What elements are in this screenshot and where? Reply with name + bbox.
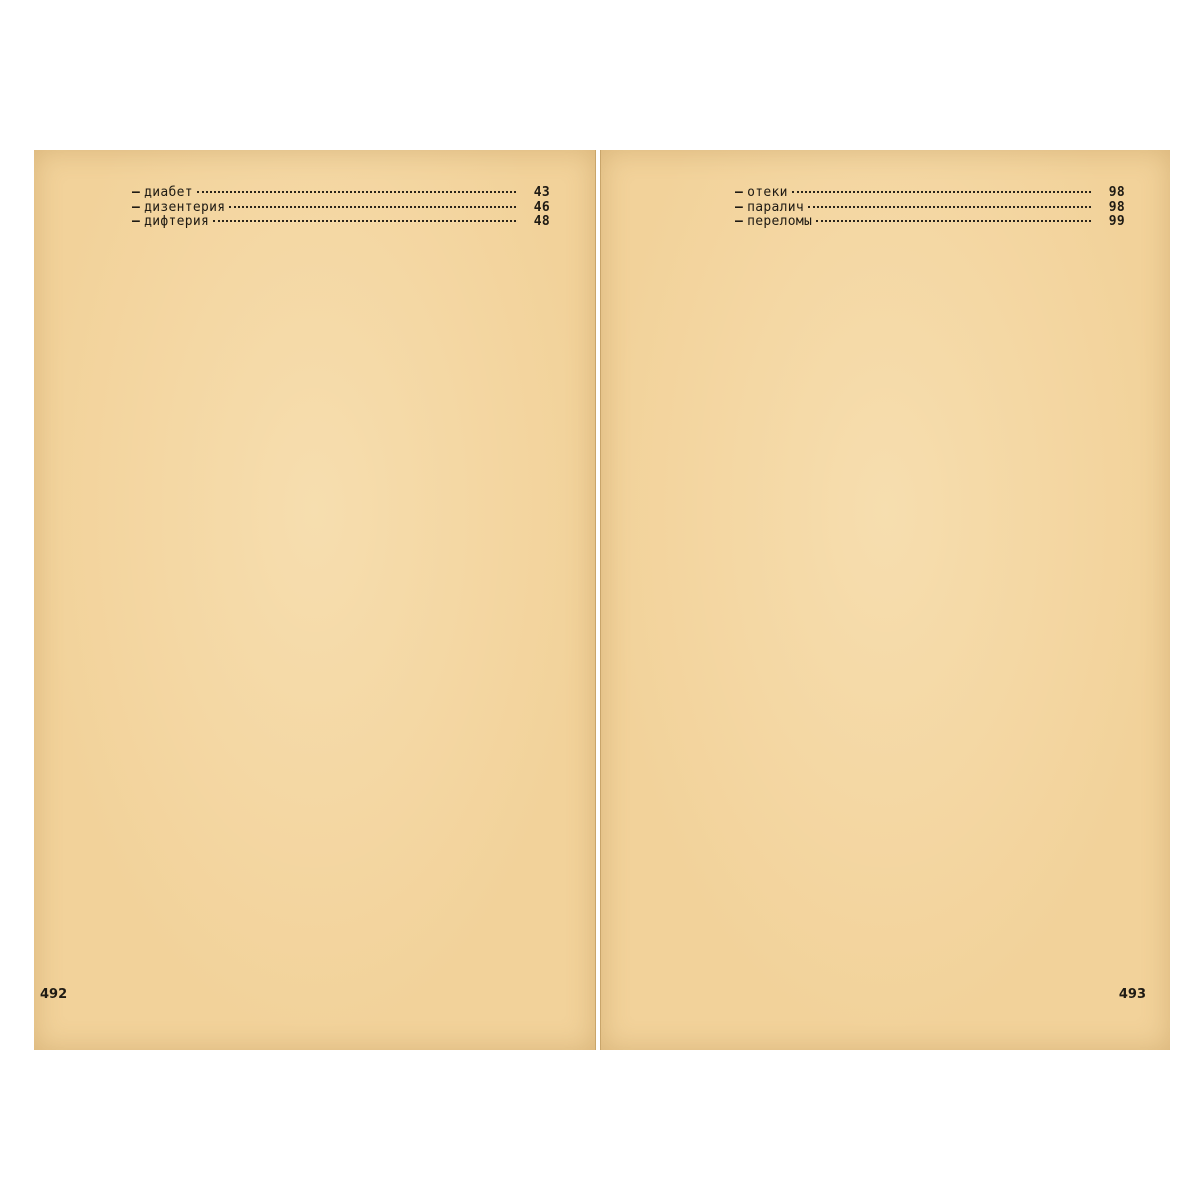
open-book	[34, 150, 1170, 1050]
entry-page-number: 48	[533, 214, 550, 229]
left-index-list	[132, 186, 550, 230]
entry-dash: —	[735, 214, 744, 229]
entry-dash: —	[735, 199, 744, 215]
entry-page-number: 43	[533, 185, 550, 200]
dot-leader	[229, 206, 516, 208]
dot-leader	[197, 191, 516, 193]
entry-dash: —	[735, 185, 744, 200]
entry-term: диабет	[144, 185, 193, 200]
index-entry	[735, 201, 1125, 216]
right-index-list	[735, 186, 1125, 230]
index-entry	[132, 215, 550, 230]
index-entry	[735, 186, 1125, 201]
entry-page-number: 98	[1108, 199, 1125, 215]
entry-page-number: 98	[1108, 185, 1125, 200]
entry-term: отеки	[747, 185, 788, 200]
index-entry	[132, 201, 550, 216]
dot-leader	[792, 191, 1091, 193]
entry-page-number: 46	[533, 199, 550, 215]
left-page	[34, 150, 596, 1050]
entry-term: дизентерия	[144, 199, 226, 215]
left-page-number: 492	[40, 987, 68, 1002]
dot-leader	[816, 220, 1091, 222]
entry-page-number: 99	[1108, 214, 1125, 229]
entry-dash: —	[132, 199, 141, 215]
entry-dash: —	[132, 214, 141, 229]
dot-leader	[808, 206, 1091, 208]
right-page	[600, 150, 1170, 1050]
dot-leader	[213, 220, 516, 222]
index-entry	[735, 215, 1125, 230]
index-entry	[132, 186, 550, 201]
entry-term: паралич	[747, 199, 805, 215]
entry-dash: —	[132, 185, 141, 200]
entry-term: дифтерия	[144, 214, 210, 229]
entry-term: переломы	[747, 214, 813, 229]
right-page-number: 493	[1118, 987, 1146, 1002]
